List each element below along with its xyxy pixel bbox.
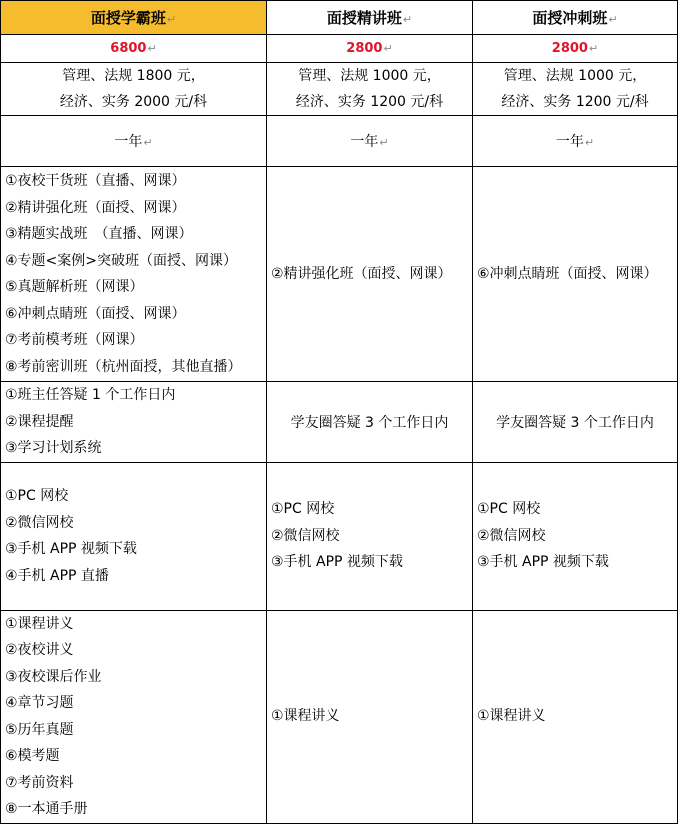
- header-xueba: 面授学霸班↵: [1, 1, 267, 35]
- list-item: ②课程提醒: [5, 413, 74, 430]
- list-item: ①夜校干货班（直播、网课）: [5, 173, 186, 189]
- qa-row: [1, 382, 678, 463]
- qa-xueba: [1, 382, 267, 463]
- list-item: ①PC 网校: [5, 488, 69, 504]
- price-chongci: 2800↵: [473, 35, 678, 63]
- fee-row: [1, 63, 678, 116]
- list-item: ③精题实战班 （直播、网课）: [5, 226, 193, 242]
- list-item: ④章节习题: [5, 695, 74, 711]
- fee-jingjiang: 管理、法规 1000 元， 经济、实务 1200 元/科: [267, 63, 473, 116]
- courses-row: [1, 167, 678, 382]
- duration-chongci: 一年↵: [473, 116, 678, 167]
- list-item: ⑥冲刺点睛班（面授、网课）: [5, 305, 186, 322]
- duration-jingjiang: 一年↵: [267, 116, 473, 167]
- course-list: [1, 168, 266, 380]
- header-chongci: 面授冲刺班↵: [473, 1, 678, 35]
- list-item: ①PC 网校: [271, 501, 335, 518]
- duration-xueba: 一年↵: [1, 116, 267, 167]
- materials-xueba: [1, 610, 267, 823]
- list-item: ④手机 APP 直播: [5, 567, 109, 584]
- header-row: [1, 1, 678, 35]
- courses-chongci: ⑥冲刺点睛班（面授、网课）: [473, 167, 678, 382]
- platform-row: [1, 462, 678, 610]
- fee-chongci: 管理、法规 1000 元， 经济、实务 1200 元/科: [473, 63, 678, 116]
- list-item: ⑦考前资料: [5, 774, 74, 791]
- list-item: ③学习计划系统: [5, 440, 102, 456]
- list-item: ②微信网校: [5, 514, 74, 531]
- list-item: ②微信网校: [271, 527, 340, 544]
- list-item: ③夜校课后作业: [5, 668, 102, 685]
- price-row: [1, 35, 678, 63]
- list-item: ⑦考前模考班（网课）: [5, 332, 144, 348]
- list-item: ⑤历年真题: [5, 721, 74, 738]
- list-item: ②微信网校: [477, 527, 546, 544]
- list-item: ⑧考前密训班（杭州面授，其他直播）: [5, 358, 242, 375]
- list-item: ①PC 网校: [477, 501, 541, 518]
- materials-jingjiang: ①课程讲义: [267, 610, 473, 823]
- list-item: ①班主任答疑 1 个工作日内: [5, 387, 176, 403]
- platform-xueba: [1, 462, 267, 610]
- price-jingjiang: 2800↵: [267, 35, 473, 63]
- list-item: ①课程讲义: [5, 615, 74, 632]
- list-item: ⑤真题解析班（网课）: [5, 279, 144, 295]
- list-item: ③手机 APP 视频下载: [271, 554, 403, 571]
- list-item: ⑥模考题: [5, 748, 60, 764]
- courses-jingjiang: ②精讲强化班（面授、网课）: [267, 167, 473, 382]
- list-item: ④专题<案例>突破班（面授、网课）: [5, 252, 238, 269]
- qa-chongci: 学友圈答疑 3 个工作日内: [473, 382, 678, 463]
- list-item: ②夜校讲义: [5, 642, 74, 658]
- fee-xueba: 管理、法规 1800 元， 经济、实务 2000 元/科: [1, 63, 267, 116]
- materials-chongci: ①课程讲义: [473, 610, 678, 823]
- materials-row: [1, 610, 678, 823]
- qa-jingjiang: 学友圈答疑 3 个工作日内: [267, 382, 473, 463]
- platform-chongci: [473, 462, 678, 610]
- courses-xueba: [1, 167, 267, 382]
- header-jingjiang: 面授精讲班↵: [267, 1, 473, 35]
- list-item: ②精讲强化班（面授、网课）: [5, 199, 186, 216]
- duration-row: [1, 116, 678, 167]
- platform-jingjiang: [267, 462, 473, 610]
- list-item: ③手机 APP 视频下载: [5, 541, 137, 557]
- list-item: ③手机 APP 视频下载: [477, 554, 609, 571]
- list-item: ⑧一本通手册: [5, 801, 88, 817]
- price-xueba: 6800↵: [1, 35, 267, 63]
